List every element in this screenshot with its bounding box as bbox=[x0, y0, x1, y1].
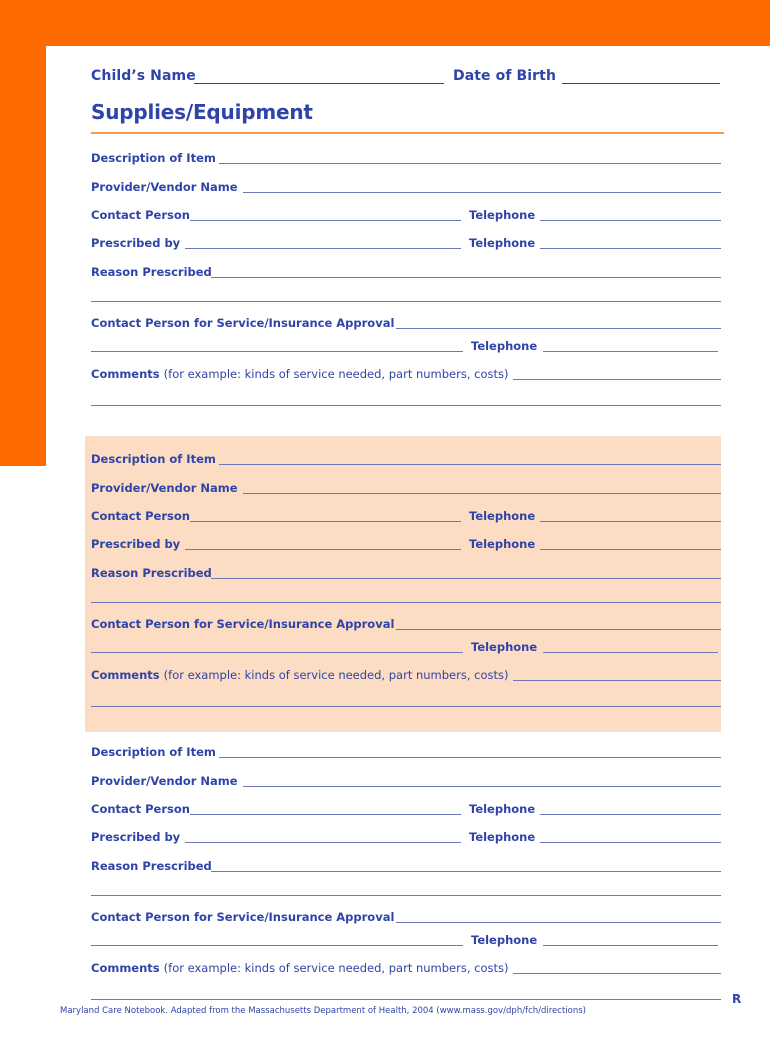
reason-field-line-2[interactable] bbox=[91, 301, 721, 302]
approval-contact-field[interactable] bbox=[91, 351, 463, 352]
reason-continuation-row bbox=[91, 289, 721, 305]
provider-field[interactable] bbox=[243, 786, 721, 787]
provider-field[interactable] bbox=[243, 192, 721, 193]
child-name-field[interactable] bbox=[194, 83, 444, 84]
prescribed-label: Prescribed by bbox=[91, 830, 181, 844]
prescribed-field[interactable] bbox=[185, 248, 461, 249]
contact-row bbox=[91, 208, 721, 224]
approval-label: Contact Person for Service/Insurance Approval bbox=[91, 617, 395, 631]
description-row bbox=[91, 452, 721, 468]
description-label: Description of Item bbox=[91, 151, 216, 165]
approval-telephone-row bbox=[91, 933, 721, 949]
contact-label: Contact Person bbox=[91, 208, 190, 222]
description-label: Description of Item bbox=[91, 452, 216, 466]
comments-note: (for example: kinds of service needed, part numbers, costs) bbox=[163, 367, 509, 381]
prescribed-row bbox=[91, 537, 721, 553]
dob-field[interactable] bbox=[562, 83, 720, 84]
provider-label: Provider/Vendor Name bbox=[91, 481, 238, 495]
approval-row bbox=[91, 910, 721, 926]
comments-continuation-row bbox=[91, 694, 721, 710]
reason-field[interactable] bbox=[211, 871, 721, 872]
approval-label: Contact Person for Service/Insurance Approval bbox=[91, 910, 395, 924]
contact-field[interactable] bbox=[190, 220, 461, 221]
description-field[interactable] bbox=[219, 163, 721, 164]
approval-field[interactable] bbox=[396, 629, 721, 630]
approval-label: Contact Person for Service/Insurance Approval bbox=[91, 316, 395, 330]
telephone-label: Telephone bbox=[471, 339, 538, 353]
comments-note: (for example: kinds of service needed, part numbers, costs) bbox=[163, 668, 509, 682]
provider-field[interactable] bbox=[243, 493, 721, 494]
prescribed-field[interactable] bbox=[185, 549, 461, 550]
approval-telephone-field[interactable] bbox=[543, 652, 718, 653]
comments-row bbox=[91, 367, 721, 383]
comments-field[interactable] bbox=[513, 379, 721, 380]
contact-telephone-field[interactable] bbox=[540, 220, 721, 221]
prescribed-label: Prescribed by bbox=[91, 236, 181, 250]
approval-contact-field[interactable] bbox=[91, 652, 463, 653]
description-field[interactable] bbox=[219, 757, 721, 758]
comments-note: (for example: kinds of service needed, part numbers, costs) bbox=[163, 961, 509, 975]
comments-row bbox=[91, 961, 721, 977]
approval-telephone-field[interactable] bbox=[543, 945, 718, 946]
approval-row bbox=[91, 617, 721, 633]
supply-entry-2 bbox=[85, 436, 721, 732]
reason-row bbox=[91, 265, 721, 281]
reason-row bbox=[91, 566, 721, 582]
contact-telephone-field[interactable] bbox=[540, 814, 721, 815]
reason-field-line-2[interactable] bbox=[91, 895, 721, 896]
reason-field-line-2[interactable] bbox=[91, 602, 721, 603]
contact-telephone-field[interactable] bbox=[540, 521, 721, 522]
page-letter: R bbox=[732, 992, 742, 1006]
reason-continuation-row bbox=[91, 883, 721, 899]
page-title: Supplies/Equipment bbox=[91, 100, 313, 124]
approval-contact-field[interactable] bbox=[91, 945, 463, 946]
contact-label: Contact Person bbox=[91, 509, 190, 523]
contact-row bbox=[91, 802, 721, 818]
telephone-label: Telephone bbox=[471, 933, 538, 947]
prescriber-telephone-field[interactable] bbox=[540, 549, 721, 550]
footer-credit: Maryland Care Notebook. Adapted from the Massachusetts Department of Health, 2004 (www.mass.gov/dph/fch/directions) bbox=[60, 1006, 586, 1016]
contact-field[interactable] bbox=[190, 814, 461, 815]
description-label: Description of Item bbox=[91, 745, 216, 759]
description-row bbox=[91, 151, 721, 167]
approval-telephone-field[interactable] bbox=[543, 351, 718, 352]
contact-label: Contact Person bbox=[91, 802, 190, 816]
telephone-label: Telephone bbox=[469, 802, 536, 816]
comments-continuation-row bbox=[91, 393, 721, 409]
prescriber-telephone-field[interactable] bbox=[540, 248, 721, 249]
telephone-label: Telephone bbox=[471, 640, 538, 654]
description-row bbox=[91, 745, 721, 761]
reason-label: Reason Prescribed bbox=[91, 265, 212, 279]
approval-row bbox=[91, 316, 721, 332]
prescribed-row bbox=[91, 236, 721, 252]
telephone-label: Telephone bbox=[469, 537, 536, 551]
approval-field[interactable] bbox=[396, 922, 721, 923]
telephone-label: Telephone bbox=[469, 208, 536, 222]
provider-label: Provider/Vendor Name bbox=[91, 774, 238, 788]
dob-label: Date of Birth bbox=[453, 68, 557, 84]
comments-label: Comments (for example: kinds of service needed, part numbers, costs) bbox=[91, 668, 509, 682]
contact-field[interactable] bbox=[190, 521, 461, 522]
telephone-label: Telephone bbox=[469, 236, 536, 250]
provider-row bbox=[91, 774, 721, 790]
prescribed-field[interactable] bbox=[185, 842, 461, 843]
telephone-label: Telephone bbox=[469, 509, 536, 523]
reason-label: Reason Prescribed bbox=[91, 566, 212, 580]
approval-telephone-row bbox=[91, 640, 721, 656]
prescribed-label: Prescribed by bbox=[91, 537, 181, 551]
reason-field[interactable] bbox=[211, 578, 721, 579]
comments-field[interactable] bbox=[513, 680, 721, 681]
reason-continuation-row bbox=[91, 590, 721, 606]
title-divider bbox=[91, 132, 724, 134]
comments-field-line-2[interactable] bbox=[91, 999, 721, 1000]
provider-label: Provider/Vendor Name bbox=[91, 180, 238, 194]
supply-entry-1 bbox=[85, 151, 721, 447]
telephone-label: Telephone bbox=[469, 830, 536, 844]
contact-row bbox=[91, 509, 721, 525]
prescribed-row bbox=[91, 830, 721, 846]
comments-field-line-2[interactable] bbox=[91, 706, 721, 707]
comments-continuation-row bbox=[91, 987, 721, 1003]
approval-telephone-row bbox=[91, 339, 721, 355]
comments-row bbox=[91, 668, 721, 684]
comments-field[interactable] bbox=[513, 973, 721, 974]
supply-entry-3 bbox=[85, 745, 721, 1041]
orange-side-band bbox=[0, 0, 46, 466]
comments-label: Comments (for example: kinds of service needed, part numbers, costs) bbox=[91, 367, 509, 381]
reason-label: Reason Prescribed bbox=[91, 859, 212, 873]
provider-row bbox=[91, 180, 721, 196]
comments-field-line-2[interactable] bbox=[91, 405, 721, 406]
comments-label: Comments (for example: kinds of service needed, part numbers, costs) bbox=[91, 961, 509, 975]
child-name-label: Child’s Name bbox=[91, 68, 196, 84]
orange-top-band bbox=[0, 0, 770, 46]
child-info-header bbox=[91, 68, 721, 88]
provider-row bbox=[91, 481, 721, 497]
prescriber-telephone-field[interactable] bbox=[540, 842, 721, 843]
reason-field[interactable] bbox=[211, 277, 721, 278]
approval-field[interactable] bbox=[396, 328, 721, 329]
reason-row bbox=[91, 859, 721, 875]
description-field[interactable] bbox=[219, 464, 721, 465]
